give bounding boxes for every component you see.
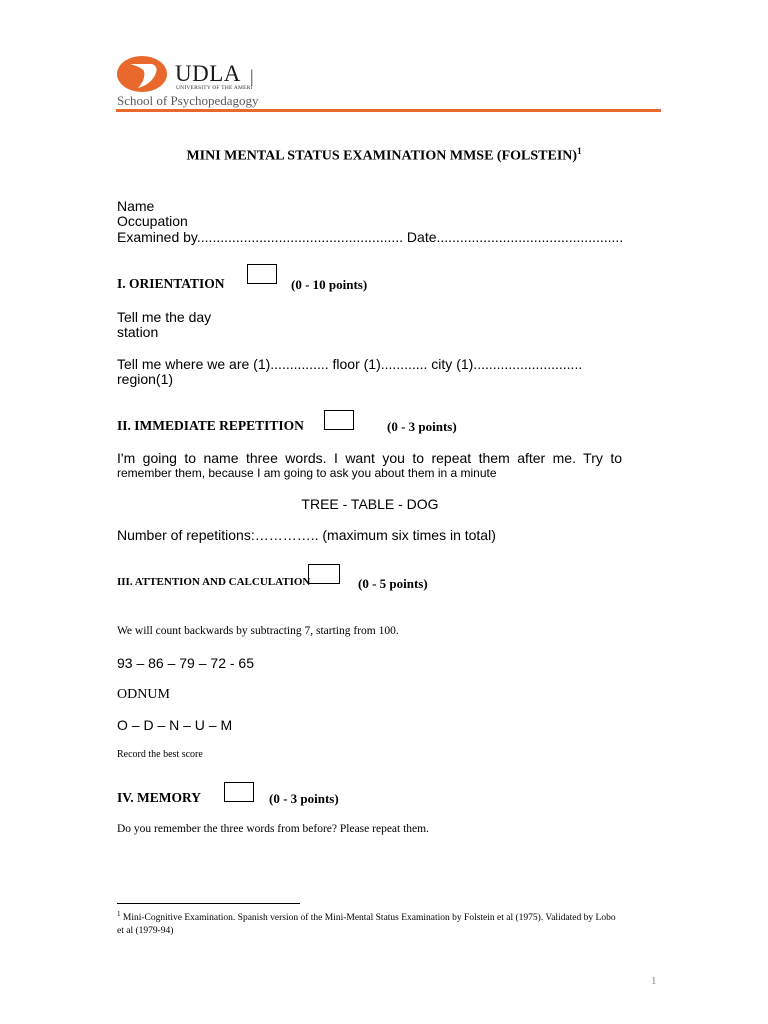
footnote-text: Mini-Cognitive Examination. Spanish version of the Mini-Mental Status Examination by Folstein et al (1975). Validated by Lobo et al (1979-94)	[117, 913, 616, 937]
occupation-field: Occupation	[117, 213, 188, 229]
orientation-line-2: station	[117, 324, 159, 340]
examined-by-field: Examined by..................................................... Date................................................	[117, 229, 624, 245]
school-name: School of Psychopedagogy	[117, 93, 259, 108]
name-field: Name	[117, 198, 155, 214]
attention-note: Record the best score	[117, 749, 203, 760]
attention-points: (0 - 5 points)	[358, 576, 428, 591]
orientation-points: (0 - 10 points)	[291, 277, 368, 292]
orientation-line-3: Tell me where we are (1)............... floor (1)............ city (1)............................	[117, 356, 583, 372]
orientation-line-1: Tell me the day	[117, 309, 212, 325]
orientation-line-4: region(1)	[117, 371, 174, 387]
orientation-score-box[interactable]	[247, 264, 277, 284]
attention-score-box[interactable]	[308, 564, 340, 584]
footnote-number: 1	[117, 910, 121, 918]
repetition-words: TREE - TABLE - DOG	[301, 496, 439, 512]
repetition-score-box[interactable]	[324, 410, 354, 430]
document-title	[0, 146, 768, 165]
logo-name: UDLA	[175, 61, 241, 86]
attention-heading: III. ATTENTION AND CALCULATION	[117, 576, 311, 588]
orientation-heading: I. ORIENTATION	[117, 276, 225, 291]
logo-tagline: UNIVERSITY OF THE AMERI	[176, 85, 253, 91]
attention-letters: O – D – N – U – M	[117, 717, 233, 733]
attention-word: ODNUM	[117, 687, 170, 702]
attention-instruction: We will count backwards by subtracting 7, starting from 100.	[117, 625, 399, 637]
page-number: 1	[651, 975, 657, 987]
memory-score-box[interactable]	[224, 782, 254, 802]
logo-separator: |	[250, 66, 254, 86]
memory-points: (0 - 3 points)	[269, 791, 339, 806]
repetition-line-1: I'm going to name three words. I want you to repeat them after me. Try to	[117, 450, 622, 466]
footnote	[117, 908, 622, 938]
udla-logo-icon	[116, 55, 168, 93]
repetition-line-2: remember them, because I am going to ask you about them in a minute	[117, 466, 497, 480]
footnote-rule	[117, 903, 300, 904]
repetition-count: Number of repetitions:………….. (maximum six times in total)	[117, 527, 496, 543]
title-footnote-ref: 1	[577, 146, 582, 156]
attention-sequence: 93 – 86 – 79 – 72 - 65	[117, 655, 254, 671]
repetition-points: (0 - 3 points)	[387, 419, 457, 434]
memory-question: Do you remember the three words from before? Please repeat them.	[117, 823, 429, 835]
title-text: MINI MENTAL STATUS EXAMINATION MMSE (FOLSTEIN)	[186, 148, 578, 164]
memory-heading: IV. MEMORY	[117, 790, 202, 805]
repetition-heading: II. IMMEDIATE REPETITION	[117, 418, 304, 433]
header-rule	[116, 109, 661, 112]
